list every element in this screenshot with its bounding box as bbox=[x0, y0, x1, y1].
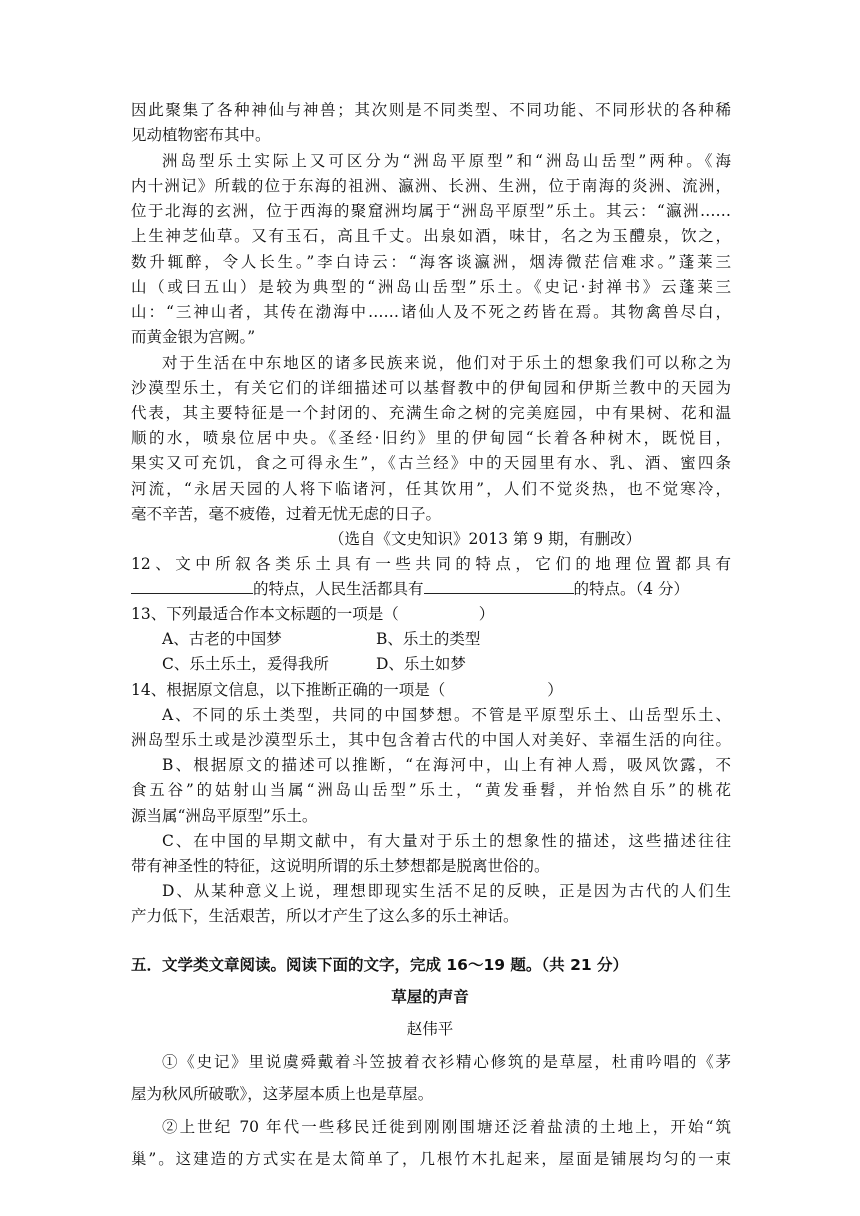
option-d-line: D、从某种意义上说，理想即现实生活不足的反映，正是因为古代的人们生 bbox=[162, 882, 731, 900]
option-b-line: 源当属“洲岛平原型”乐土。 bbox=[131, 807, 318, 825]
passage-line: 对于生活在中东地区的诸多民族来说，他们对于乐土的想象我们可以称之为 bbox=[162, 354, 731, 372]
option-a-line: A、不同的乐土类型，共同的中国梦想。不管是平原型乐土、山岳型乐土、 bbox=[162, 706, 731, 724]
option-c: C、乐土乐土，爰得我所 bbox=[162, 655, 329, 673]
article-line: ①《史记》里说虞舜戴着斗笠披着衣衫精心修筑的是草屋，杜甫吟唱的《茅 bbox=[162, 1053, 731, 1071]
question-12-stem: 12、文中所叙各类乐土具有一些共同的特点，它们的地理位置都具有 bbox=[131, 555, 731, 573]
option-b-line: 食五谷”的姑射山当属“洲岛山岳型”乐土，“黄发垂髫，并怡然自乐”的桃花 bbox=[131, 781, 731, 799]
passage-line: 沙漠型乐土，有关它们的详细描述可以基督教中的伊甸园和伊斯兰教中的天园为 bbox=[131, 379, 731, 397]
article-title: 草屋的声音 bbox=[391, 988, 469, 1006]
section-heading: 五．文学类文章阅读。阅读下面的文字，完成 16～19 题。（共 21 分） bbox=[131, 956, 629, 974]
passage-line: 位于北海的玄洲，位于西海的聚窟洲均属于“洲岛平原型”乐土。其云：“瀛洲…… bbox=[131, 202, 731, 220]
option-b: B、乐土的类型 bbox=[376, 630, 481, 648]
passage-line: 数升辄醉，令人长生。”李白诗云：“海客谈瀛洲，烟涛微茫信难求。”蓬莱三 bbox=[131, 253, 731, 271]
question-14-text: 14、根据原文信息，以下推断正确的一项是（ bbox=[131, 681, 446, 699]
option-a-line: 洲岛型乐土或是沙漠型乐土，其中包含着古代的中国人对美好、幸福生活的向往。 bbox=[131, 731, 731, 749]
passage-line: 而黄金银为宫阙。” bbox=[131, 328, 256, 346]
question-14-close: ） bbox=[547, 681, 563, 699]
question-12-end: 的特点。（4 分） bbox=[573, 580, 690, 598]
answer-blank-2[interactable] bbox=[424, 578, 574, 594]
option-d: D、乐土如梦 bbox=[376, 655, 466, 673]
passage-line: 洲岛型乐土实际上又可区分为“洲岛平原型”和“洲岛山岳型”两种。《海 bbox=[162, 152, 731, 170]
passage-line: 山（或曰五山）是较为典型的“洲岛山岳型”乐土。《史记·封禅书》云蓬莱三 bbox=[131, 278, 731, 296]
article-line: 巢”。这建造的方式实在是太简单了，几根竹木扎起来，屋面是铺展均匀的一束 bbox=[131, 1150, 731, 1168]
passage-line: 果实又可充饥，食之可得永生”，《古兰经》中的天园里有水、乳、酒、蜜四条 bbox=[131, 454, 731, 472]
passage-line: 毫不辛苦，毫不疲倦，过着无忧无虑的日子。 bbox=[131, 505, 442, 523]
article-line: 屋为秋风所破歌》，这茅屋本质上也是草屋。 bbox=[131, 1085, 434, 1103]
option-d-line: 产力低下，生活艰苦，所以才产生了这么多的乐土神话。 bbox=[131, 907, 519, 925]
article-author: 赵伟平 bbox=[406, 1020, 454, 1038]
passage-line: 内十洲记》所载的位于东海的祖洲、瀛洲、长洲、生洲，位于南海的炎洲、流洲， bbox=[131, 177, 731, 195]
question-13-close: ） bbox=[478, 605, 495, 623]
question-12-mid: 的特点，人民生活都具有 bbox=[253, 580, 424, 598]
passage-line: 顺的水，喷泉位居中央。《圣经·旧约》里的伊甸园“长着各种树木，既悦目， bbox=[131, 429, 731, 447]
question-14-stem bbox=[131, 679, 563, 701]
passage-line: 山：“三神山者，其传在渤海中……诸仙人及不死之药皆在焉。其物禽兽尽白， bbox=[131, 303, 731, 321]
article-line: ②上世纪 70 年代一些移民迁徙到刚刚围塘还泛着盐渍的土地上，开始“筑 bbox=[162, 1118, 731, 1136]
passage-line: 代表，其主要特征是一个封闭的、充满生命之树的完美庭园，中有果树、花和温 bbox=[131, 404, 731, 422]
answer-blank-1[interactable] bbox=[131, 578, 253, 594]
passage-line: 上生神芝仙草。又有玉石，高且千丈。出泉如酒，味甘，名之为玉醴泉，饮之， bbox=[131, 227, 731, 245]
option-b-line: B、根据原文的描述可以推断，“在海河中，山上有神人焉，吸风饮露，不 bbox=[162, 756, 731, 774]
option-c-line: C、在中国的早期文献中，有大量对于乐土的想象性的描述，这些描述往往 bbox=[162, 832, 731, 850]
passage-line: 河流，“永居天园的人将下临诸河，任其饮用”，人们不觉炎热，也不觉寒冷， bbox=[131, 480, 731, 498]
option-c-line: 带有神圣性的特征，这说明所谓的乐土梦想都是脱离世俗的。 bbox=[131, 857, 550, 875]
passage-line: 因此聚集了各种神仙与神兽；其次则是不同类型、不同功能、不同形状的各种稀 bbox=[131, 101, 731, 119]
question-12-blanks bbox=[131, 578, 689, 600]
source-citation: （选自《文史知识》2013 第 9 期，有删改） bbox=[329, 530, 642, 548]
question-13-text: 13、下列最适合作本文标题的一项是（ bbox=[131, 605, 399, 623]
option-a: A、古老的中国梦 bbox=[162, 630, 282, 648]
question-13-stem bbox=[131, 603, 494, 625]
passage-line: 见动植物密布其中。 bbox=[131, 126, 271, 144]
